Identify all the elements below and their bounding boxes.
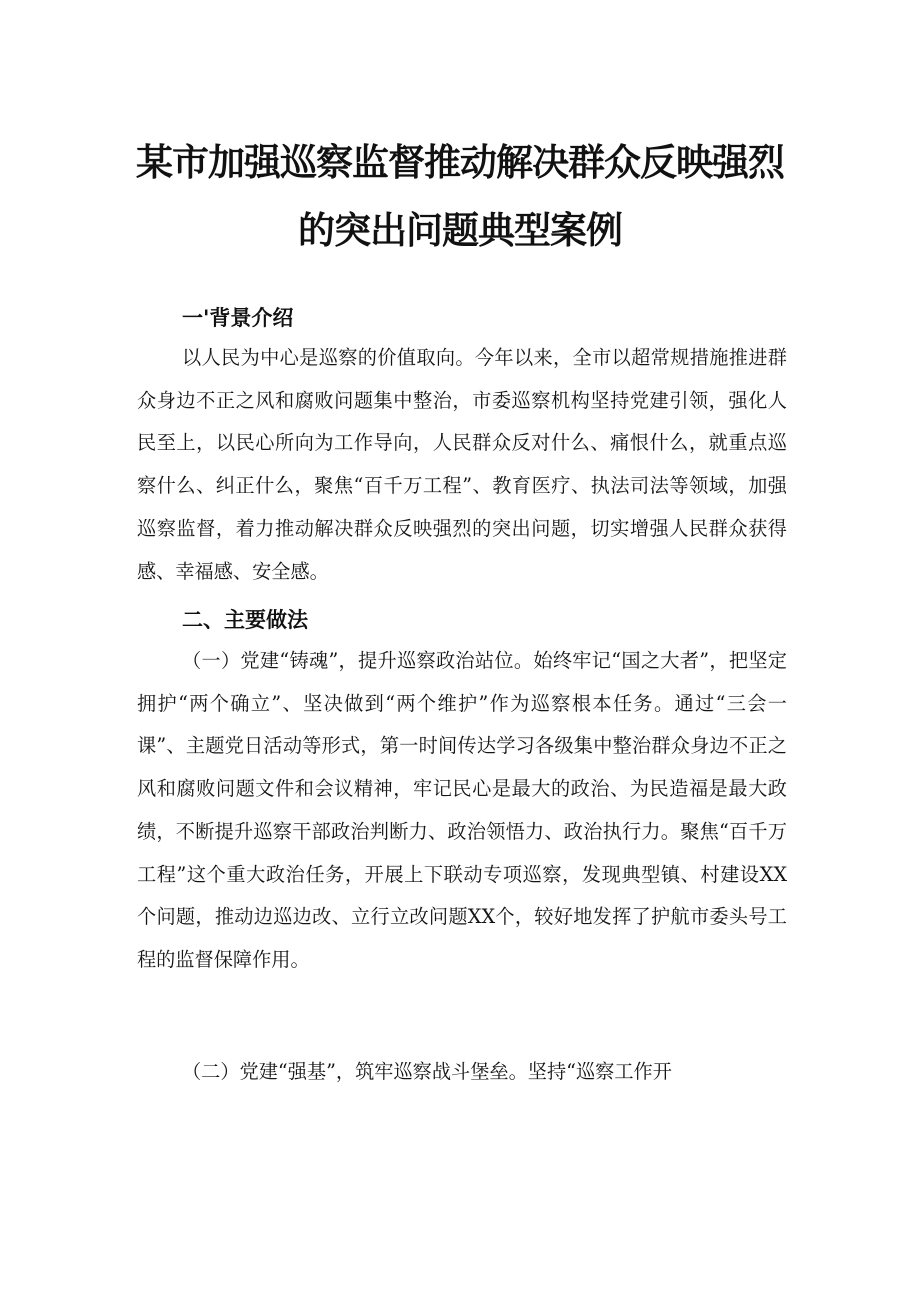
paragraph-background: 以人民为中心是巡察的价值取向。今年以来，全市以超常规措施推进群众身边不正之风和腐败问题集中整治，市委巡察机构坚持党建引领，强化人民至上，以民心所向为工作导向，人民群众反对什么、痛恨什么，就重点巡察什么、纠正什么，聚焦“百千万工程”、教育医疗、执法司法等领域，加强巡察监督，着力推动解决群众反映强烈的突出问题，切实增强人民群众获得感、幸福感、安全感。 [137,346,787,583]
document-title-line-1: 某市加强巡察监督推动解决群众反映强烈 [136,141,784,184]
paragraph-practice-2: （二）党建“强基”，筑牢巡察战斗堡垒。坚持“巡察工作开 [182,1060,672,1083]
document-title-line-2: 的突出问题典型案例 [298,209,622,252]
section-heading-background: 一'背景介绍 [182,306,294,330]
section-heading-main-practices: 二、主要做法 [182,608,308,632]
paragraph-practice-1: （一）党建“铸魂”，提升巡察政治站位。始终牢记“国之大者”，把坚定拥护“两个确立”、坚决做到“两个维护”作为巡察根本任务。通过“三会一课”、主题党日活动等形式，第一时间传达学习各级集中整治群众身边不正之风和腐败问题文件和会议精神，牢记民心是最大的政治、为民造福是最大政绩，不断提升巡察干部政治判断力、政治领悟力、政治执行力。聚焦“百千万工程”这个重大政治任务，开展上下联动专项巡察，发现典型镇、村建设XX个问题，推动边巡边改、立行立改问题XX个，较好地发挥了护航市委头号工程的监督保障作用。 [137,649,787,971]
